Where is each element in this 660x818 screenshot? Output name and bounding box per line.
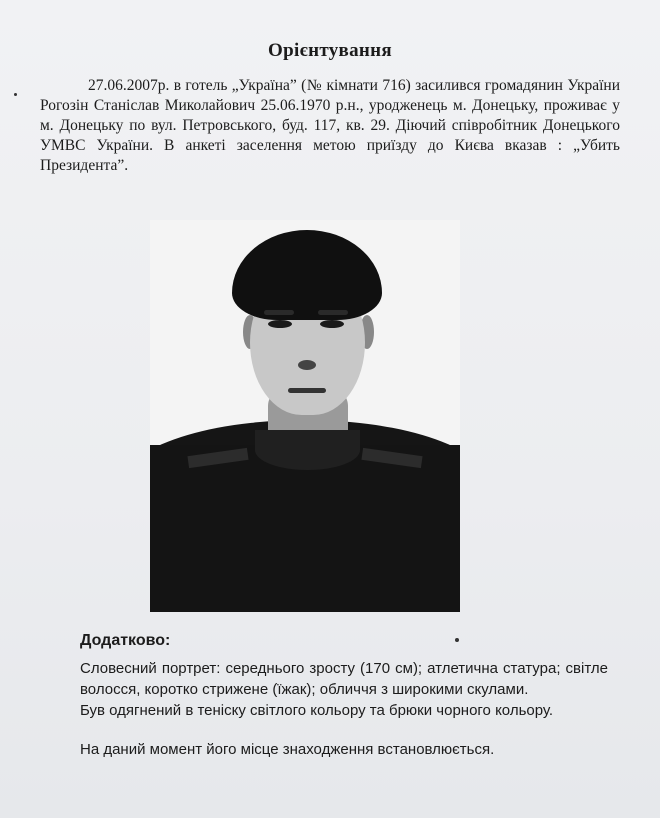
closing-statement: На даний момент його місце знаходження встановлюється. (80, 741, 495, 758)
photo-eye (320, 320, 344, 328)
photo-nose (298, 360, 316, 370)
photo-collar (255, 430, 360, 470)
photo-brow (264, 310, 294, 315)
paper-speck (14, 93, 17, 96)
photo-eye (268, 320, 292, 328)
paper-speck (455, 638, 459, 642)
photo-jacket (150, 445, 460, 612)
verbal-portrait: Словесний портрет: середнього зросту (170 см); атлетична статура; світле волосся, коротко стрижене (їжак); обличчя з широкими скулами. (80, 660, 608, 698)
clothing-description: Був одягнений в теніску світлого кольору та брюки чорного кольору. (80, 702, 554, 719)
photo-mouth (288, 388, 326, 393)
suspect-photo (150, 220, 460, 612)
main-paragraph: 27.06.2007р. в готель „Україна” (№ кімнати 716) засилився громадянин України Рогозін Станіслав Миколайович 25.06.1970 р.н., уродженець м. Донецьку, проживає у м. Донецьку по вул. Петровського, буд. 117, кв. 29. Діючий співробітник Донецького УМВС України. В анкеті заселення метою приїзду до Києва вказав : „Убить Президента”. (40, 77, 620, 174)
photo-brow (318, 310, 348, 315)
additional-details (80, 658, 608, 721)
additional-heading: Додатково: (80, 632, 171, 649)
document-title: Орієнтування (268, 40, 392, 61)
